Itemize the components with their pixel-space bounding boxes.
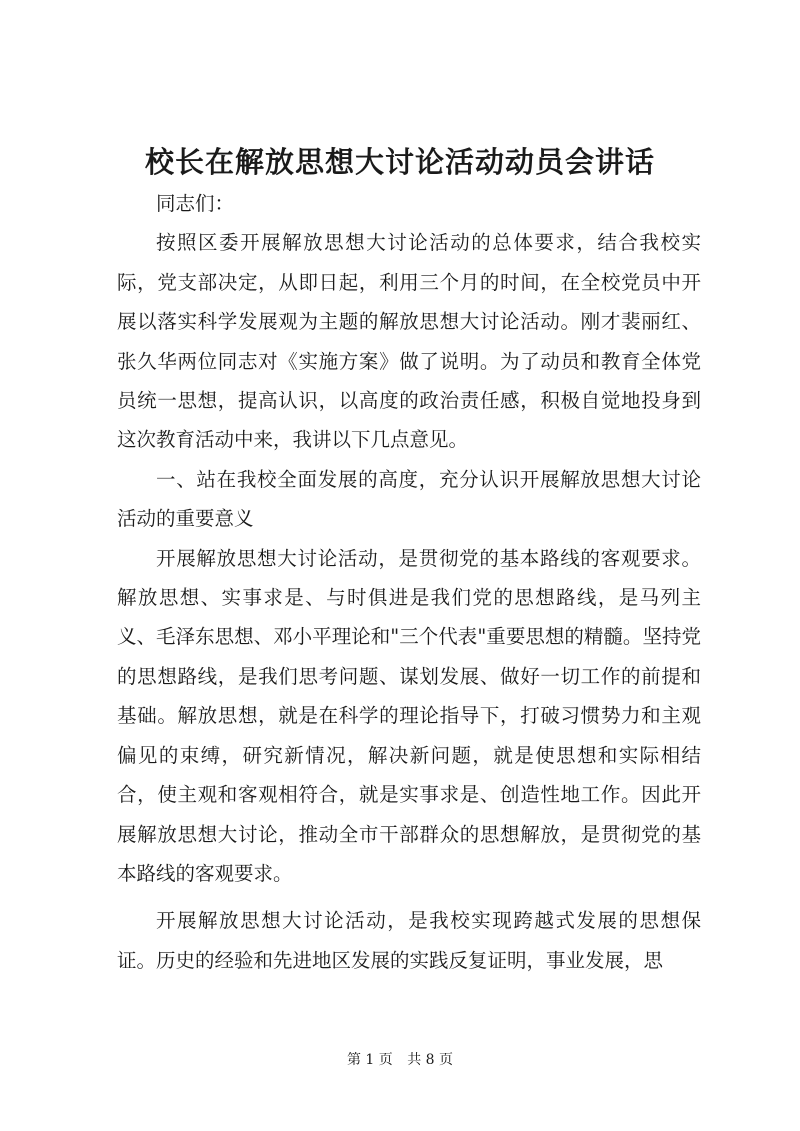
document-body xyxy=(117,184,701,980)
section-heading-1: 一、站在我校全面发展的高度，充分认识开展解放思想大讨论活动的重要意义 xyxy=(117,467,701,531)
salutation: 同志们： xyxy=(156,192,235,215)
document-title: 校长在解放思想大讨论活动动员会讲话 xyxy=(144,145,655,179)
paragraph-section-1-continued: 开展解放思想大讨论活动，是我校实现跨越式发展的思想保证。历史的经验和先进地区发展的实践反复证明，事业发展，思 xyxy=(117,909,701,972)
page-total: 共 8 页 xyxy=(407,1052,454,1068)
page-number: 第 1 页 xyxy=(346,1052,393,1068)
paragraph-intro: 按照区委开展解放思想大讨论活动的总体要求，结合我校实际，党支部决定，从即日起，利用三个月的时间，在全校党员中开展以落实科学发展观为主题的解放思想大讨论活动。刚才裴丽红、张久华两位同志对《实施方案》做了说明。为了动员和教育全体党员统一思想，提高认识，以高度的政治责任感，积极自觉地投身到这次教育活动中来，我讲以下几点意见。 xyxy=(117,231,701,452)
page-footer xyxy=(0,1050,800,1070)
paragraph-section-1: 开展解放思想大讨论活动，是贯彻党的基本路线的客观要求。解放思想、实事求是、与时俱进是我们党的思想路线，是马列主义、毛泽东思想、邓小平理论和"三个代表"重要思想的精髓。坚持党的思想路线，是我们思考问题、谋划发展、做好一切工作的前提和基础。解放思想，就是在科学的理论指导下，打破习惯势力和主观偏见的束缚，研究新情况，解决新问题，就是使思想和实际相结合，使主观和客观相符合，就是实事求是、创造性地工作。因此开展解放思想大讨论，推动全市干部群众的思想解放，是贯彻党的基本路线的客观要求。 xyxy=(117,546,701,885)
